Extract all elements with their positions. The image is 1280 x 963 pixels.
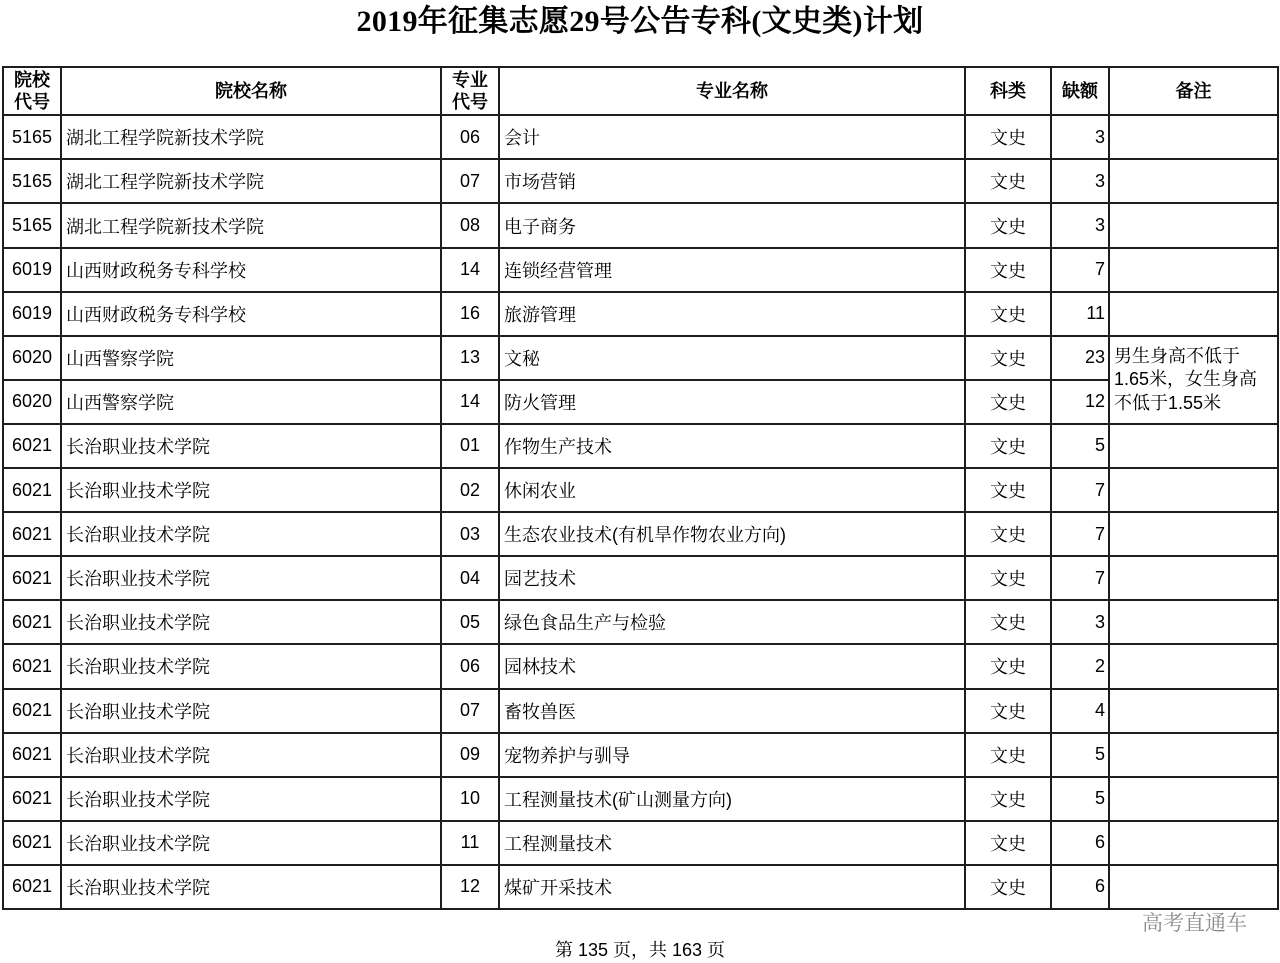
table-row (3, 865, 1278, 909)
major-code: 14 (441, 248, 499, 292)
category: 文史 (965, 733, 1051, 777)
vacancies: 5 (1051, 424, 1109, 468)
remark (1109, 159, 1278, 203)
table-row (3, 336, 1278, 380)
vacancies: 7 (1051, 248, 1109, 292)
vacancies: 5 (1051, 777, 1109, 821)
remark (1109, 424, 1278, 468)
remark (1109, 512, 1278, 556)
category: 文史 (965, 468, 1051, 512)
remark (1109, 733, 1278, 777)
school-name: 长治职业技术学院 (61, 644, 441, 688)
remark (1109, 203, 1278, 247)
category: 文史 (965, 115, 1051, 159)
school-name: 山西财政税务专科学校 (61, 248, 441, 292)
school-code: 6021 (3, 512, 61, 556)
vacancies: 3 (1051, 203, 1109, 247)
vacancies: 12 (1051, 380, 1109, 424)
remark-text: 男生身高不低于1.65米，女生身高不低于1.55米 (1114, 345, 1258, 413)
school-code: 6021 (3, 644, 61, 688)
school-name: 长治职业技术学院 (61, 733, 441, 777)
vacancies: 2 (1051, 644, 1109, 688)
vacancies: 7 (1051, 556, 1109, 600)
header-remark: 备注 (1109, 67, 1278, 115)
major-name: 防火管理 (499, 380, 965, 424)
school-code: 6019 (3, 248, 61, 292)
major-name: 连锁经营管理 (499, 248, 965, 292)
table-row (3, 689, 1278, 733)
table-row (3, 248, 1278, 292)
school-name: 山西财政税务专科学校 (61, 292, 441, 336)
table-row (3, 644, 1278, 688)
category: 文史 (965, 380, 1051, 424)
category: 文史 (965, 512, 1051, 556)
school-code: 6021 (3, 733, 61, 777)
major-name: 旅游管理 (499, 292, 965, 336)
school-name: 长治职业技术学院 (61, 689, 441, 733)
header-vacancies: 缺额 (1051, 67, 1109, 115)
vacancies: 7 (1051, 512, 1109, 556)
header-category: 科类 (965, 67, 1051, 115)
admission-plan-table (2, 66, 1279, 910)
major-code: 10 (441, 777, 499, 821)
table-row (3, 380, 1278, 424)
major-name: 畜牧兽医 (499, 689, 965, 733)
table-row (3, 733, 1278, 777)
watermark: 高考直通车 (1142, 912, 1247, 935)
category: 文史 (965, 600, 1051, 644)
page-title: 2019年征集志愿29号公告专科(文史类)计划 (356, 5, 924, 38)
page-footer: 第 135 页，共 163 页 (554, 940, 726, 960)
major-name: 文秘 (499, 336, 965, 380)
major-code: 11 (441, 821, 499, 865)
school-code: 5165 (3, 115, 61, 159)
header-major-code-label: 专业代号 (452, 70, 488, 113)
major-code: 12 (441, 865, 499, 909)
school-code: 6020 (3, 336, 61, 380)
school-code: 6021 (3, 777, 61, 821)
category: 文史 (965, 644, 1051, 688)
table-row (3, 468, 1278, 512)
category: 文史 (965, 865, 1051, 909)
major-code: 03 (441, 512, 499, 556)
vacancies: 5 (1051, 733, 1109, 777)
vacancies: 3 (1051, 600, 1109, 644)
table-row (3, 203, 1278, 247)
major-code: 09 (441, 733, 499, 777)
major-name: 绿色食品生产与检验 (499, 600, 965, 644)
category: 文史 (965, 777, 1051, 821)
major-name: 园林技术 (499, 644, 965, 688)
remark (1109, 865, 1278, 909)
table-row (3, 777, 1278, 821)
school-name: 长治职业技术学院 (61, 556, 441, 600)
school-code: 6021 (3, 689, 61, 733)
vacancies: 3 (1051, 159, 1109, 203)
remark (1109, 600, 1278, 644)
category: 文史 (965, 292, 1051, 336)
header-major-code (441, 67, 499, 115)
school-code: 6021 (3, 468, 61, 512)
category: 文史 (965, 336, 1051, 380)
vacancies: 3 (1051, 115, 1109, 159)
remark (1109, 821, 1278, 865)
school-name: 长治职业技术学院 (61, 777, 441, 821)
school-name: 山西警察学院 (61, 380, 441, 424)
school-code: 6020 (3, 380, 61, 424)
school-name: 长治职业技术学院 (61, 600, 441, 644)
school-code: 6021 (3, 556, 61, 600)
major-code: 16 (441, 292, 499, 336)
table-row (3, 292, 1278, 336)
major-name: 会计 (499, 115, 965, 159)
major-code: 05 (441, 600, 499, 644)
remark (1109, 644, 1278, 688)
table-row (3, 115, 1278, 159)
major-code: 06 (441, 644, 499, 688)
school-name: 湖北工程学院新技术学院 (61, 159, 441, 203)
vacancies: 4 (1051, 689, 1109, 733)
school-name: 长治职业技术学院 (61, 865, 441, 909)
major-code: 02 (441, 468, 499, 512)
remark (1109, 468, 1278, 512)
major-name: 工程测量技术 (499, 821, 965, 865)
category: 文史 (965, 689, 1051, 733)
major-name: 宠物养护与驯导 (499, 733, 965, 777)
category: 文史 (965, 556, 1051, 600)
remark (1109, 336, 1278, 424)
major-code: 04 (441, 556, 499, 600)
school-name: 湖北工程学院新技术学院 (61, 203, 441, 247)
remark (1109, 115, 1278, 159)
vacancies: 11 (1051, 292, 1109, 336)
school-code: 6021 (3, 424, 61, 468)
major-name: 生态农业技术(有机旱作物农业方向) (499, 512, 965, 556)
school-code: 6021 (3, 600, 61, 644)
major-code: 07 (441, 689, 499, 733)
remark (1109, 556, 1278, 600)
school-name: 湖北工程学院新技术学院 (61, 115, 441, 159)
school-code: 5165 (3, 159, 61, 203)
category: 文史 (965, 248, 1051, 292)
category: 文史 (965, 203, 1051, 247)
table-row (3, 600, 1278, 644)
school-name: 长治职业技术学院 (61, 512, 441, 556)
major-name: 煤矿开采技术 (499, 865, 965, 909)
header-major-name: 专业名称 (499, 67, 965, 115)
vacancies: 23 (1051, 336, 1109, 380)
school-name: 山西警察学院 (61, 336, 441, 380)
major-name: 电子商务 (499, 203, 965, 247)
table-row (3, 821, 1278, 865)
major-code: 14 (441, 380, 499, 424)
remark (1109, 248, 1278, 292)
remark (1109, 777, 1278, 821)
header-school-code-label: 院校代号 (14, 70, 50, 113)
major-name: 休闲农业 (499, 468, 965, 512)
school-code: 6021 (3, 865, 61, 909)
major-name: 作物生产技术 (499, 424, 965, 468)
school-code: 6021 (3, 821, 61, 865)
major-code: 06 (441, 115, 499, 159)
school-name: 长治职业技术学院 (61, 424, 441, 468)
major-name: 工程测量技术(矿山测量方向) (499, 777, 965, 821)
major-code: 01 (441, 424, 499, 468)
vacancies: 6 (1051, 821, 1109, 865)
category: 文史 (965, 821, 1051, 865)
vacancies: 6 (1051, 865, 1109, 909)
major-code: 13 (441, 336, 499, 380)
major-name: 市场营销 (499, 159, 965, 203)
table-row (3, 512, 1278, 556)
school-name: 长治职业技术学院 (61, 468, 441, 512)
table-row (3, 424, 1278, 468)
school-code: 5165 (3, 203, 61, 247)
table-row (3, 556, 1278, 600)
header-school-name: 院校名称 (61, 67, 441, 115)
major-name: 园艺技术 (499, 556, 965, 600)
remark (1109, 689, 1278, 733)
category: 文史 (965, 159, 1051, 203)
school-name: 长治职业技术学院 (61, 821, 441, 865)
school-code: 6019 (3, 292, 61, 336)
header-school-code (3, 67, 61, 115)
remark (1109, 292, 1278, 336)
vacancies: 7 (1051, 468, 1109, 512)
major-code: 07 (441, 159, 499, 203)
major-code: 08 (441, 203, 499, 247)
table-row (3, 159, 1278, 203)
category: 文史 (965, 424, 1051, 468)
table-header-row (3, 67, 1278, 115)
